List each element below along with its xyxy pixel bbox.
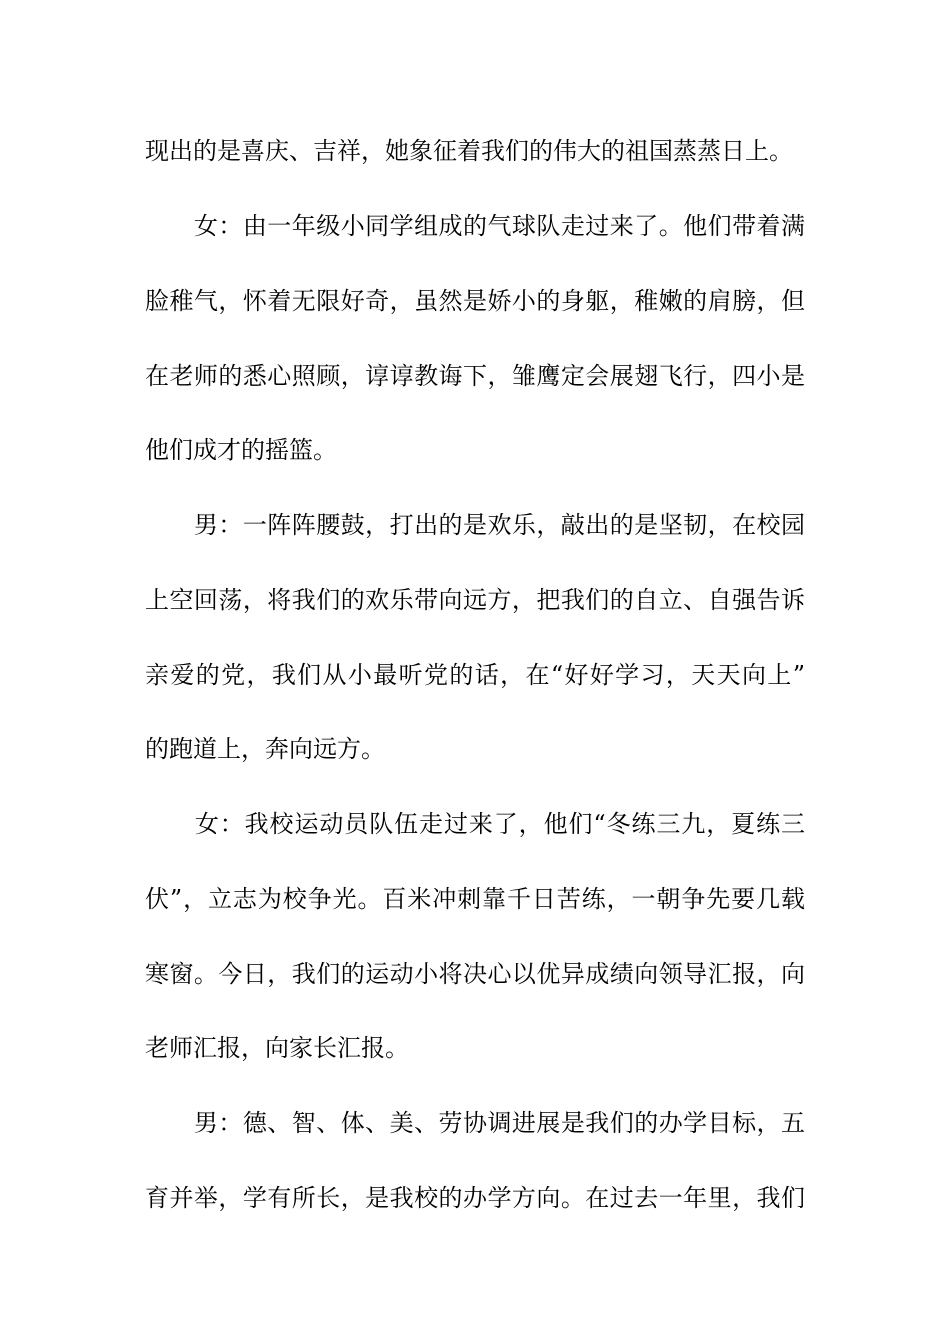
text-line: 亲爱的党，我们从小最听党的话，在“好好学习，天天向上” (145, 661, 805, 689)
text-line: 在老师的悉心照顾，谆谆教诲下，雏鹰定会展翅飞行，四小是 (145, 362, 805, 390)
text-line: 现出的是喜庆、吉祥，她象征着我们的伟大的祖国蒸蒸日上。 (145, 137, 793, 165)
text-line: 老师汇报，向家长汇报。 (145, 1034, 409, 1062)
text-line: 的跑道上，奔向远方。 (145, 735, 385, 763)
text-line: 寒窗。今日，我们的运动小将决心以优异成绩向领导汇报，向 (145, 960, 805, 988)
text-line: 伏”，立志为校争光。百米冲刺靠千日苦练，一朝争先要几载 (145, 885, 805, 913)
text-line: 脸稚气，怀着无限好奇，虽然是娇小的身躯，稚嫩的肩膀，但 (145, 287, 805, 315)
text-line: 育并举，学有所长，是我校的办学方向。在过去一年里，我们 (145, 1184, 805, 1212)
text-line: 女：由一年级小同学组成的气球队走过来了。他们带着满 (145, 212, 805, 240)
text-line: 男：德、智、体、美、劳协调进展是我们的办学目标，五 (145, 1109, 805, 1137)
text-line: 女：我校运动员队伍走过来了，他们“冬练三九，夏练三 (145, 810, 805, 838)
text-line: 他们成才的摇篮。 (145, 436, 337, 464)
text-line: 男：一阵阵腰鼓，打出的是欢乐，敲出的是坚韧，在校园 (145, 511, 805, 539)
text-line: 上空回荡，将我们的欢乐带向远方，把我们的自立、自强告诉 (145, 586, 805, 614)
